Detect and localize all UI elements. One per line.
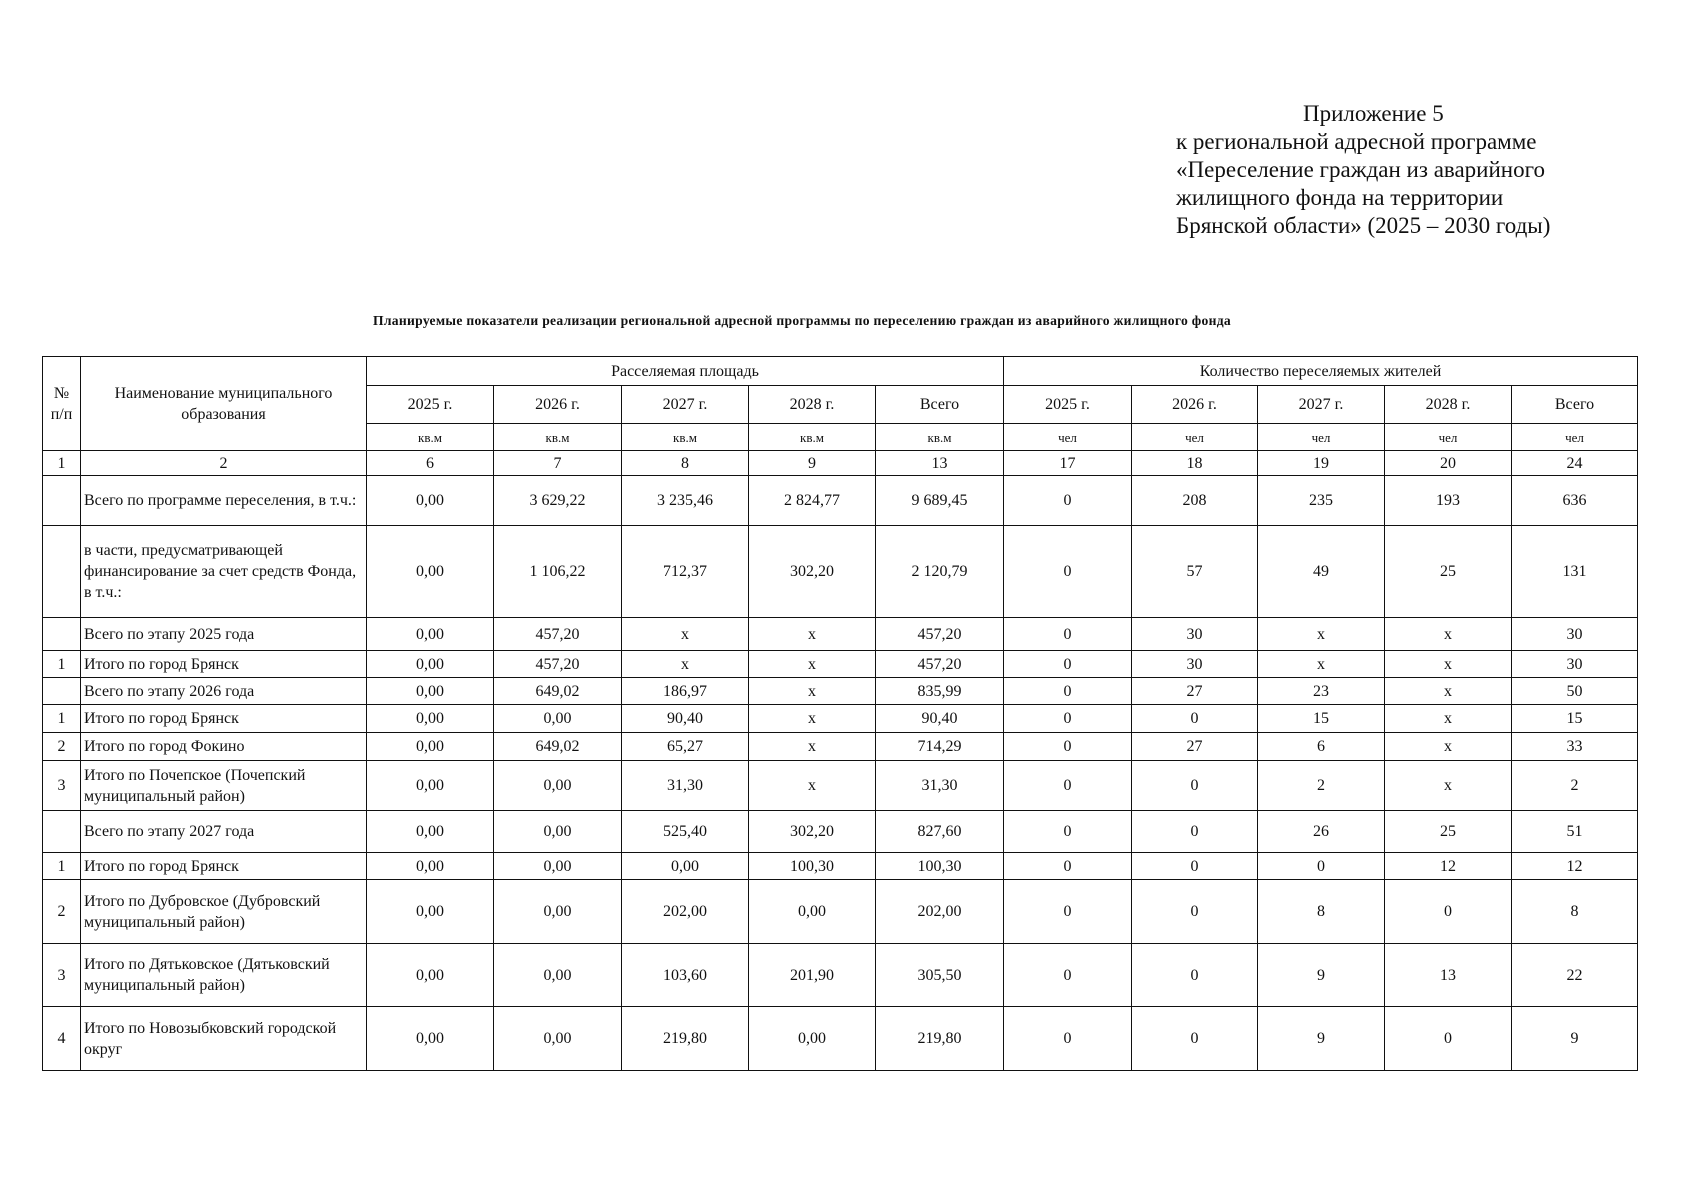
people-cell: 0: [1004, 811, 1132, 853]
area-total-cell: 9 689,45: [876, 476, 1004, 526]
table-row: [43, 526, 1638, 618]
people-total-cell: 15: [1512, 705, 1638, 733]
area-cell: 0,00: [494, 944, 622, 1007]
area-total-cell: 457,20: [876, 618, 1004, 651]
row-number: [43, 811, 81, 853]
area-cell: 3 235,46: [622, 476, 749, 526]
area-cell: 65,27: [622, 733, 749, 761]
header-num: № п/п: [43, 357, 81, 451]
area-cell: 0,00: [494, 761, 622, 811]
row-name: Итого по город Брянск: [81, 705, 367, 733]
area-cell: 3 629,22: [494, 476, 622, 526]
people-cell: 25: [1385, 811, 1512, 853]
column-number: 7: [494, 451, 622, 476]
appendix-line: Брянской области» (2025 – 2030 годы): [1176, 213, 1551, 238]
area-cell: x: [749, 618, 876, 651]
people-cell: 0: [1004, 944, 1132, 1007]
people-cell: 0: [1004, 880, 1132, 944]
appendix-block: [1176, 100, 1550, 240]
area-cell: 0,00: [367, 705, 494, 733]
people-cell: x: [1385, 705, 1512, 733]
area-total-cell: 100,30: [876, 853, 1004, 880]
people-cell: 13: [1385, 944, 1512, 1007]
people-cell: 0: [1385, 880, 1512, 944]
area-cell: 0,00: [367, 526, 494, 618]
unit-area: кв.м: [494, 424, 622, 451]
people-cell: 9: [1258, 944, 1385, 1007]
row-number: 1: [43, 705, 81, 733]
row-name: Всего по этапу 2026 года: [81, 678, 367, 705]
area-total-cell: 219,80: [876, 1007, 1004, 1071]
row-name: Итого по Дятьковское (Дятьковский муниципальный район): [81, 944, 367, 1007]
area-total-cell: 31,30: [876, 761, 1004, 811]
table-row: [43, 944, 1638, 1007]
area-total-cell: 827,60: [876, 811, 1004, 853]
people-total-cell: 51: [1512, 811, 1638, 853]
people-cell: 26: [1258, 811, 1385, 853]
area-total-cell: 90,40: [876, 705, 1004, 733]
row-name: Итого по Почепское (Почепский муниципальный район): [81, 761, 367, 811]
people-cell: 0: [1132, 880, 1258, 944]
area-cell: x: [749, 651, 876, 678]
header-people-year: 2026 г.: [1132, 386, 1258, 424]
area-cell: 0,00: [494, 811, 622, 853]
unit-people: чел: [1132, 424, 1258, 451]
people-cell: 0: [1132, 811, 1258, 853]
people-cell: 0: [1004, 853, 1132, 880]
area-cell: 2 824,77: [749, 476, 876, 526]
document-title: Планируемые показатели реализации региональной адресной программы по переселению граждан из аварийного жилищного фонда: [373, 313, 1231, 328]
area-cell: 649,02: [494, 733, 622, 761]
area-cell: 0,00: [367, 853, 494, 880]
unit-people: чел: [1385, 424, 1512, 451]
people-cell: 0: [1004, 1007, 1132, 1071]
area-cell: 0,00: [367, 651, 494, 678]
row-name: Всего по программе переселения, в т.ч.:: [81, 476, 367, 526]
area-cell: 712,37: [622, 526, 749, 618]
people-cell: 0: [1258, 853, 1385, 880]
area-cell: x: [749, 761, 876, 811]
unit-area: кв.м: [876, 424, 1004, 451]
people-cell: 30: [1132, 651, 1258, 678]
header-group-area: Расселяемая площадь: [367, 357, 1004, 386]
people-cell: 0: [1132, 1007, 1258, 1071]
header-row-groups: [43, 357, 1638, 386]
people-cell: 0: [1004, 678, 1132, 705]
row-number: [43, 526, 81, 618]
row-number: 3: [43, 761, 81, 811]
area-cell: 0,00: [367, 761, 494, 811]
people-total-cell: 9: [1512, 1007, 1638, 1071]
column-number: 19: [1258, 451, 1385, 476]
area-cell: 0,00: [622, 853, 749, 880]
area-cell: x: [749, 733, 876, 761]
table-row: [43, 761, 1638, 811]
people-total-cell: 33: [1512, 733, 1638, 761]
header-people-year: 2025 г.: [1004, 386, 1132, 424]
people-cell: x: [1258, 651, 1385, 678]
people-total-cell: 12: [1512, 853, 1638, 880]
people-cell: 208: [1132, 476, 1258, 526]
area-cell: 103,60: [622, 944, 749, 1007]
people-cell: 49: [1258, 526, 1385, 618]
area-cell: 100,30: [749, 853, 876, 880]
area-total-cell: 305,50: [876, 944, 1004, 1007]
unit-people: чел: [1004, 424, 1132, 451]
people-cell: x: [1385, 651, 1512, 678]
row-number: [43, 618, 81, 651]
row-name: в части, предусматривающей финансирование за счет средств Фонда, в т.ч.:: [81, 526, 367, 618]
table-row: [43, 733, 1638, 761]
unit-area: кв.м: [367, 424, 494, 451]
column-number: 13: [876, 451, 1004, 476]
area-cell: 0,00: [367, 733, 494, 761]
column-number: 20: [1385, 451, 1512, 476]
people-cell: x: [1385, 761, 1512, 811]
people-cell: 57: [1132, 526, 1258, 618]
appendix-line: к региональной адресной программе: [1176, 129, 1537, 154]
unit-people: чел: [1512, 424, 1638, 451]
table-row: [43, 1007, 1638, 1071]
area-cell: 90,40: [622, 705, 749, 733]
row-name: Итого по город Брянск: [81, 853, 367, 880]
area-cell: 202,00: [622, 880, 749, 944]
column-number: 18: [1132, 451, 1258, 476]
table-row: [43, 705, 1638, 733]
area-total-cell: 2 120,79: [876, 526, 1004, 618]
table-row: [43, 678, 1638, 705]
area-cell: 0,00: [749, 1007, 876, 1071]
people-cell: 27: [1132, 678, 1258, 705]
people-total-cell: 30: [1512, 618, 1638, 651]
people-cell: x: [1385, 733, 1512, 761]
people-cell: 193: [1385, 476, 1512, 526]
people-cell: 0: [1132, 853, 1258, 880]
row-number: 4: [43, 1007, 81, 1071]
people-cell: 25: [1385, 526, 1512, 618]
row-number: 2: [43, 733, 81, 761]
area-cell: x: [749, 678, 876, 705]
people-cell: x: [1385, 618, 1512, 651]
area-cell: 201,90: [749, 944, 876, 1007]
area-cell: 457,20: [494, 618, 622, 651]
people-cell: 0: [1385, 1007, 1512, 1071]
column-number: 9: [749, 451, 876, 476]
people-cell: 0: [1132, 761, 1258, 811]
people-cell: 27: [1132, 733, 1258, 761]
area-cell: 219,80: [622, 1007, 749, 1071]
people-cell: 0: [1004, 526, 1132, 618]
area-cell: x: [622, 618, 749, 651]
table-row: [43, 811, 1638, 853]
row-number: [43, 476, 81, 526]
people-total-cell: 8: [1512, 880, 1638, 944]
table-row: [43, 880, 1638, 944]
area-total-cell: 835,99: [876, 678, 1004, 705]
appendix-line: жилищного фонда на территории: [1176, 185, 1504, 210]
row-name: Итого по Новозыбковский городской округ: [81, 1007, 367, 1071]
area-cell: x: [749, 705, 876, 733]
area-cell: 0,00: [367, 811, 494, 853]
people-cell: 0: [1132, 944, 1258, 1007]
row-number: [43, 678, 81, 705]
area-total-cell: 457,20: [876, 651, 1004, 678]
area-cell: 1 106,22: [494, 526, 622, 618]
area-cell: 649,02: [494, 678, 622, 705]
people-cell: 0: [1004, 651, 1132, 678]
unit-people: чел: [1258, 424, 1385, 451]
area-cell: 0,00: [367, 618, 494, 651]
people-cell: 0: [1004, 733, 1132, 761]
header-people-year: 2028 г.: [1385, 386, 1512, 424]
header-area-year: 2028 г.: [749, 386, 876, 424]
header-area-total: Всего: [876, 386, 1004, 424]
area-cell: 0,00: [494, 1007, 622, 1071]
area-total-cell: 714,29: [876, 733, 1004, 761]
area-cell: 302,20: [749, 811, 876, 853]
area-cell: 525,40: [622, 811, 749, 853]
header-area-year: 2026 г.: [494, 386, 622, 424]
row-name: Итого по город Брянск: [81, 651, 367, 678]
people-cell: 15: [1258, 705, 1385, 733]
unit-area: кв.м: [622, 424, 749, 451]
area-cell: 0,00: [494, 853, 622, 880]
column-numbers-row: [43, 451, 1638, 476]
unit-area: кв.м: [749, 424, 876, 451]
header-people-year: 2027 г.: [1258, 386, 1385, 424]
area-cell: 186,97: [622, 678, 749, 705]
people-cell: 2: [1258, 761, 1385, 811]
area-cell: x: [622, 651, 749, 678]
table-row: [43, 476, 1638, 526]
header-people-total: Всего: [1512, 386, 1638, 424]
appendix-line: Приложение 5: [1303, 101, 1444, 126]
indicators-table: [42, 356, 1638, 1071]
header-group-people: Количество переселяемых жителей: [1004, 357, 1638, 386]
area-cell: 0,00: [367, 880, 494, 944]
people-cell: x: [1385, 678, 1512, 705]
people-cell: 0: [1004, 618, 1132, 651]
people-cell: 0: [1004, 705, 1132, 733]
area-cell: 0,00: [367, 476, 494, 526]
people-total-cell: 22: [1512, 944, 1638, 1007]
people-total-cell: 636: [1512, 476, 1638, 526]
column-number: 8: [622, 451, 749, 476]
people-total-cell: 2: [1512, 761, 1638, 811]
header-area-year: 2027 г.: [622, 386, 749, 424]
area-cell: 0,00: [494, 705, 622, 733]
people-cell: 23: [1258, 678, 1385, 705]
column-number: 6: [367, 451, 494, 476]
people-cell: 8: [1258, 880, 1385, 944]
table-row: [43, 618, 1638, 651]
row-name: Всего по этапу 2027 года: [81, 811, 367, 853]
area-cell: 457,20: [494, 651, 622, 678]
header-name: Наименование муниципального образования: [81, 357, 367, 451]
area-cell: 31,30: [622, 761, 749, 811]
people-total-cell: 50: [1512, 678, 1638, 705]
column-number: 24: [1512, 451, 1638, 476]
people-total-cell: 30: [1512, 651, 1638, 678]
table-row: [43, 651, 1638, 678]
people-cell: 235: [1258, 476, 1385, 526]
column-number: 17: [1004, 451, 1132, 476]
row-name: Итого по город Фокино: [81, 733, 367, 761]
area-cell: 0,00: [367, 1007, 494, 1071]
people-cell: x: [1258, 618, 1385, 651]
people-total-cell: 131: [1512, 526, 1638, 618]
appendix-line: «Переселение граждан из аварийного: [1176, 157, 1545, 182]
area-cell: 302,20: [749, 526, 876, 618]
header-area-year: 2025 г.: [367, 386, 494, 424]
row-number: 3: [43, 944, 81, 1007]
table-row: [43, 853, 1638, 880]
area-cell: 0,00: [367, 944, 494, 1007]
area-cell: 0,00: [749, 880, 876, 944]
row-number: 1: [43, 651, 81, 678]
people-cell: 0: [1132, 705, 1258, 733]
people-cell: 6: [1258, 733, 1385, 761]
column-number: 2: [81, 451, 367, 476]
area-total-cell: 202,00: [876, 880, 1004, 944]
row-name: Итого по Дубровское (Дубровский муниципальный район): [81, 880, 367, 944]
row-number: 2: [43, 880, 81, 944]
people-cell: 0: [1004, 761, 1132, 811]
area-cell: 0,00: [494, 880, 622, 944]
people-cell: 12: [1385, 853, 1512, 880]
people-cell: 0: [1004, 476, 1132, 526]
area-cell: 0,00: [367, 678, 494, 705]
row-name: Всего по этапу 2025 года: [81, 618, 367, 651]
people-cell: 30: [1132, 618, 1258, 651]
people-cell: 9: [1258, 1007, 1385, 1071]
row-number: 1: [43, 853, 81, 880]
column-number: 1: [43, 451, 81, 476]
